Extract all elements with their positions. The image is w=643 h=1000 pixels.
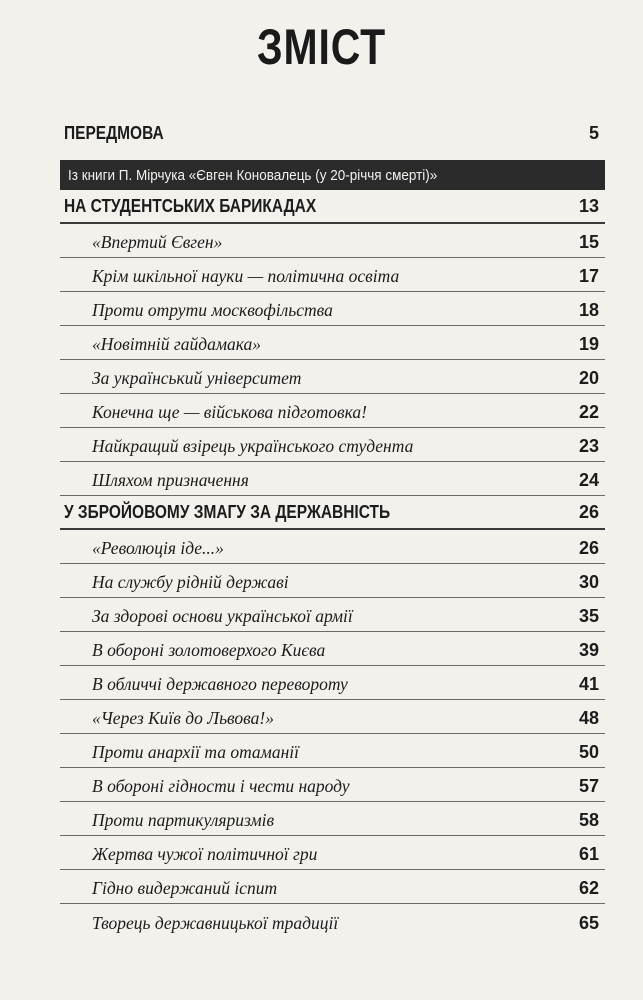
toc-chapter-label: «Новітній гайдамака» bbox=[92, 334, 262, 354]
toc-chapter-label: «Революція іде...» bbox=[92, 538, 224, 558]
toc-chapter-label: Крім шкільної науки — політична освіта bbox=[92, 266, 400, 286]
toc-chapter[interactable] bbox=[60, 564, 605, 598]
toc-entry-label: ПЕРЕДМОВА bbox=[64, 123, 164, 143]
toc-chapter-label: Найкращий взірець українського студента bbox=[92, 436, 414, 456]
toc-chapter[interactable] bbox=[60, 904, 605, 938]
toc-chapter-label: «Впертий Євген» bbox=[92, 232, 223, 252]
toc-chapter-page: 24 bbox=[578, 470, 599, 490]
toc-chapter-page: 30 bbox=[578, 572, 599, 592]
toc-chapter[interactable] bbox=[60, 360, 605, 394]
toc-chapter[interactable] bbox=[60, 632, 605, 666]
toc-chapter-page: 35 bbox=[578, 606, 599, 626]
toc-chapter[interactable] bbox=[60, 870, 605, 904]
toc-chapter-label: Жертва чужої політичної гри bbox=[92, 844, 318, 864]
toc-chapter[interactable] bbox=[60, 394, 605, 428]
toc-chapter-page: 41 bbox=[578, 674, 599, 694]
toc-chapter-label: «Через Київ до Львова!» bbox=[92, 708, 274, 728]
toc-chapter-page: 17 bbox=[578, 266, 599, 286]
toc-entry-page: 5 bbox=[588, 123, 599, 143]
toc-part[interactable] bbox=[60, 496, 605, 530]
toc-chapter[interactable] bbox=[60, 666, 605, 700]
toc-chapter-label: На службу рідній державі bbox=[92, 572, 289, 592]
toc-chapter[interactable] bbox=[60, 530, 605, 564]
toc-chapter-page: 39 bbox=[578, 640, 599, 660]
toc-chapter-label: Конечна ще — військова підготовка! bbox=[92, 402, 367, 422]
toc-chapter-page: 22 bbox=[578, 402, 599, 422]
toc-chapter-page: 23 bbox=[578, 436, 599, 456]
toc-chapter[interactable] bbox=[60, 734, 605, 768]
toc-chapter-page: 19 bbox=[578, 334, 599, 354]
toc-chapter[interactable] bbox=[60, 598, 605, 632]
toc-chapter-label: В обороні золотоверхого Києва bbox=[92, 640, 326, 660]
toc-part-label: У ЗБРОЙОВОМУ ЗМАГУ ЗА ДЕРЖАВНІСТЬ bbox=[64, 502, 391, 522]
page-title: ЗМІСТ bbox=[257, 19, 386, 75]
toc-chapter-label: Проти анархії та отаманії bbox=[92, 742, 300, 762]
toc-chapter[interactable] bbox=[60, 292, 605, 326]
table-of-contents bbox=[60, 102, 605, 938]
toc-chapter[interactable] bbox=[60, 462, 605, 496]
toc-chapter-page: 62 bbox=[578, 878, 599, 898]
toc-chapter-page: 57 bbox=[578, 776, 599, 796]
toc-chapter-page: 50 bbox=[578, 742, 599, 762]
toc-chapter[interactable] bbox=[60, 700, 605, 734]
toc-chapter-label: Творець державницької традиції bbox=[92, 913, 339, 933]
toc-chapter-page: 26 bbox=[578, 538, 599, 558]
toc-part[interactable] bbox=[60, 190, 605, 224]
toc-entry-preface[interactable] bbox=[60, 102, 605, 148]
source-banner-text: Із книги П. Мірчука «Євген Коновалець (у 20-річчя смерті)» bbox=[68, 166, 438, 184]
toc-chapter-label: Гідно видержаний іспит bbox=[92, 878, 278, 898]
toc-chapter[interactable] bbox=[60, 768, 605, 802]
toc-chapter-page: 18 bbox=[578, 300, 599, 320]
source-banner bbox=[60, 160, 605, 190]
toc-chapter-label: В обличчі державного перевороту bbox=[92, 674, 348, 694]
toc-chapter-page: 15 bbox=[578, 232, 599, 252]
toc-chapter-label: В обороні гідности і чести народу bbox=[92, 776, 350, 796]
toc-chapter[interactable] bbox=[60, 836, 605, 870]
toc-chapter[interactable] bbox=[60, 258, 605, 292]
toc-chapter-page: 61 bbox=[578, 844, 599, 864]
toc-part-page: 26 bbox=[578, 502, 599, 522]
toc-chapter-label: Шляхом призначення bbox=[92, 470, 249, 490]
toc-chapter[interactable] bbox=[60, 802, 605, 836]
toc-part-page: 13 bbox=[578, 196, 599, 216]
toc-chapter[interactable] bbox=[60, 224, 605, 258]
toc-chapter-page: 65 bbox=[578, 913, 599, 933]
toc-chapter-page: 48 bbox=[578, 708, 599, 728]
toc-chapter[interactable] bbox=[60, 428, 605, 462]
toc-chapter-label: За здорові основи української армії bbox=[92, 606, 353, 626]
toc-chapter-label: Проти отрути москвофільства bbox=[92, 300, 333, 320]
toc-chapter-page: 20 bbox=[578, 368, 599, 388]
toc-chapter-page: 58 bbox=[578, 810, 599, 830]
toc-chapter-label: За український університет bbox=[92, 368, 302, 388]
toc-part-label: НА СТУДЕНТСЬКИХ БАРИКАДАХ bbox=[64, 196, 317, 216]
toc-chapter[interactable] bbox=[60, 326, 605, 360]
toc-chapter-label: Проти партикуляризмів bbox=[92, 810, 275, 830]
